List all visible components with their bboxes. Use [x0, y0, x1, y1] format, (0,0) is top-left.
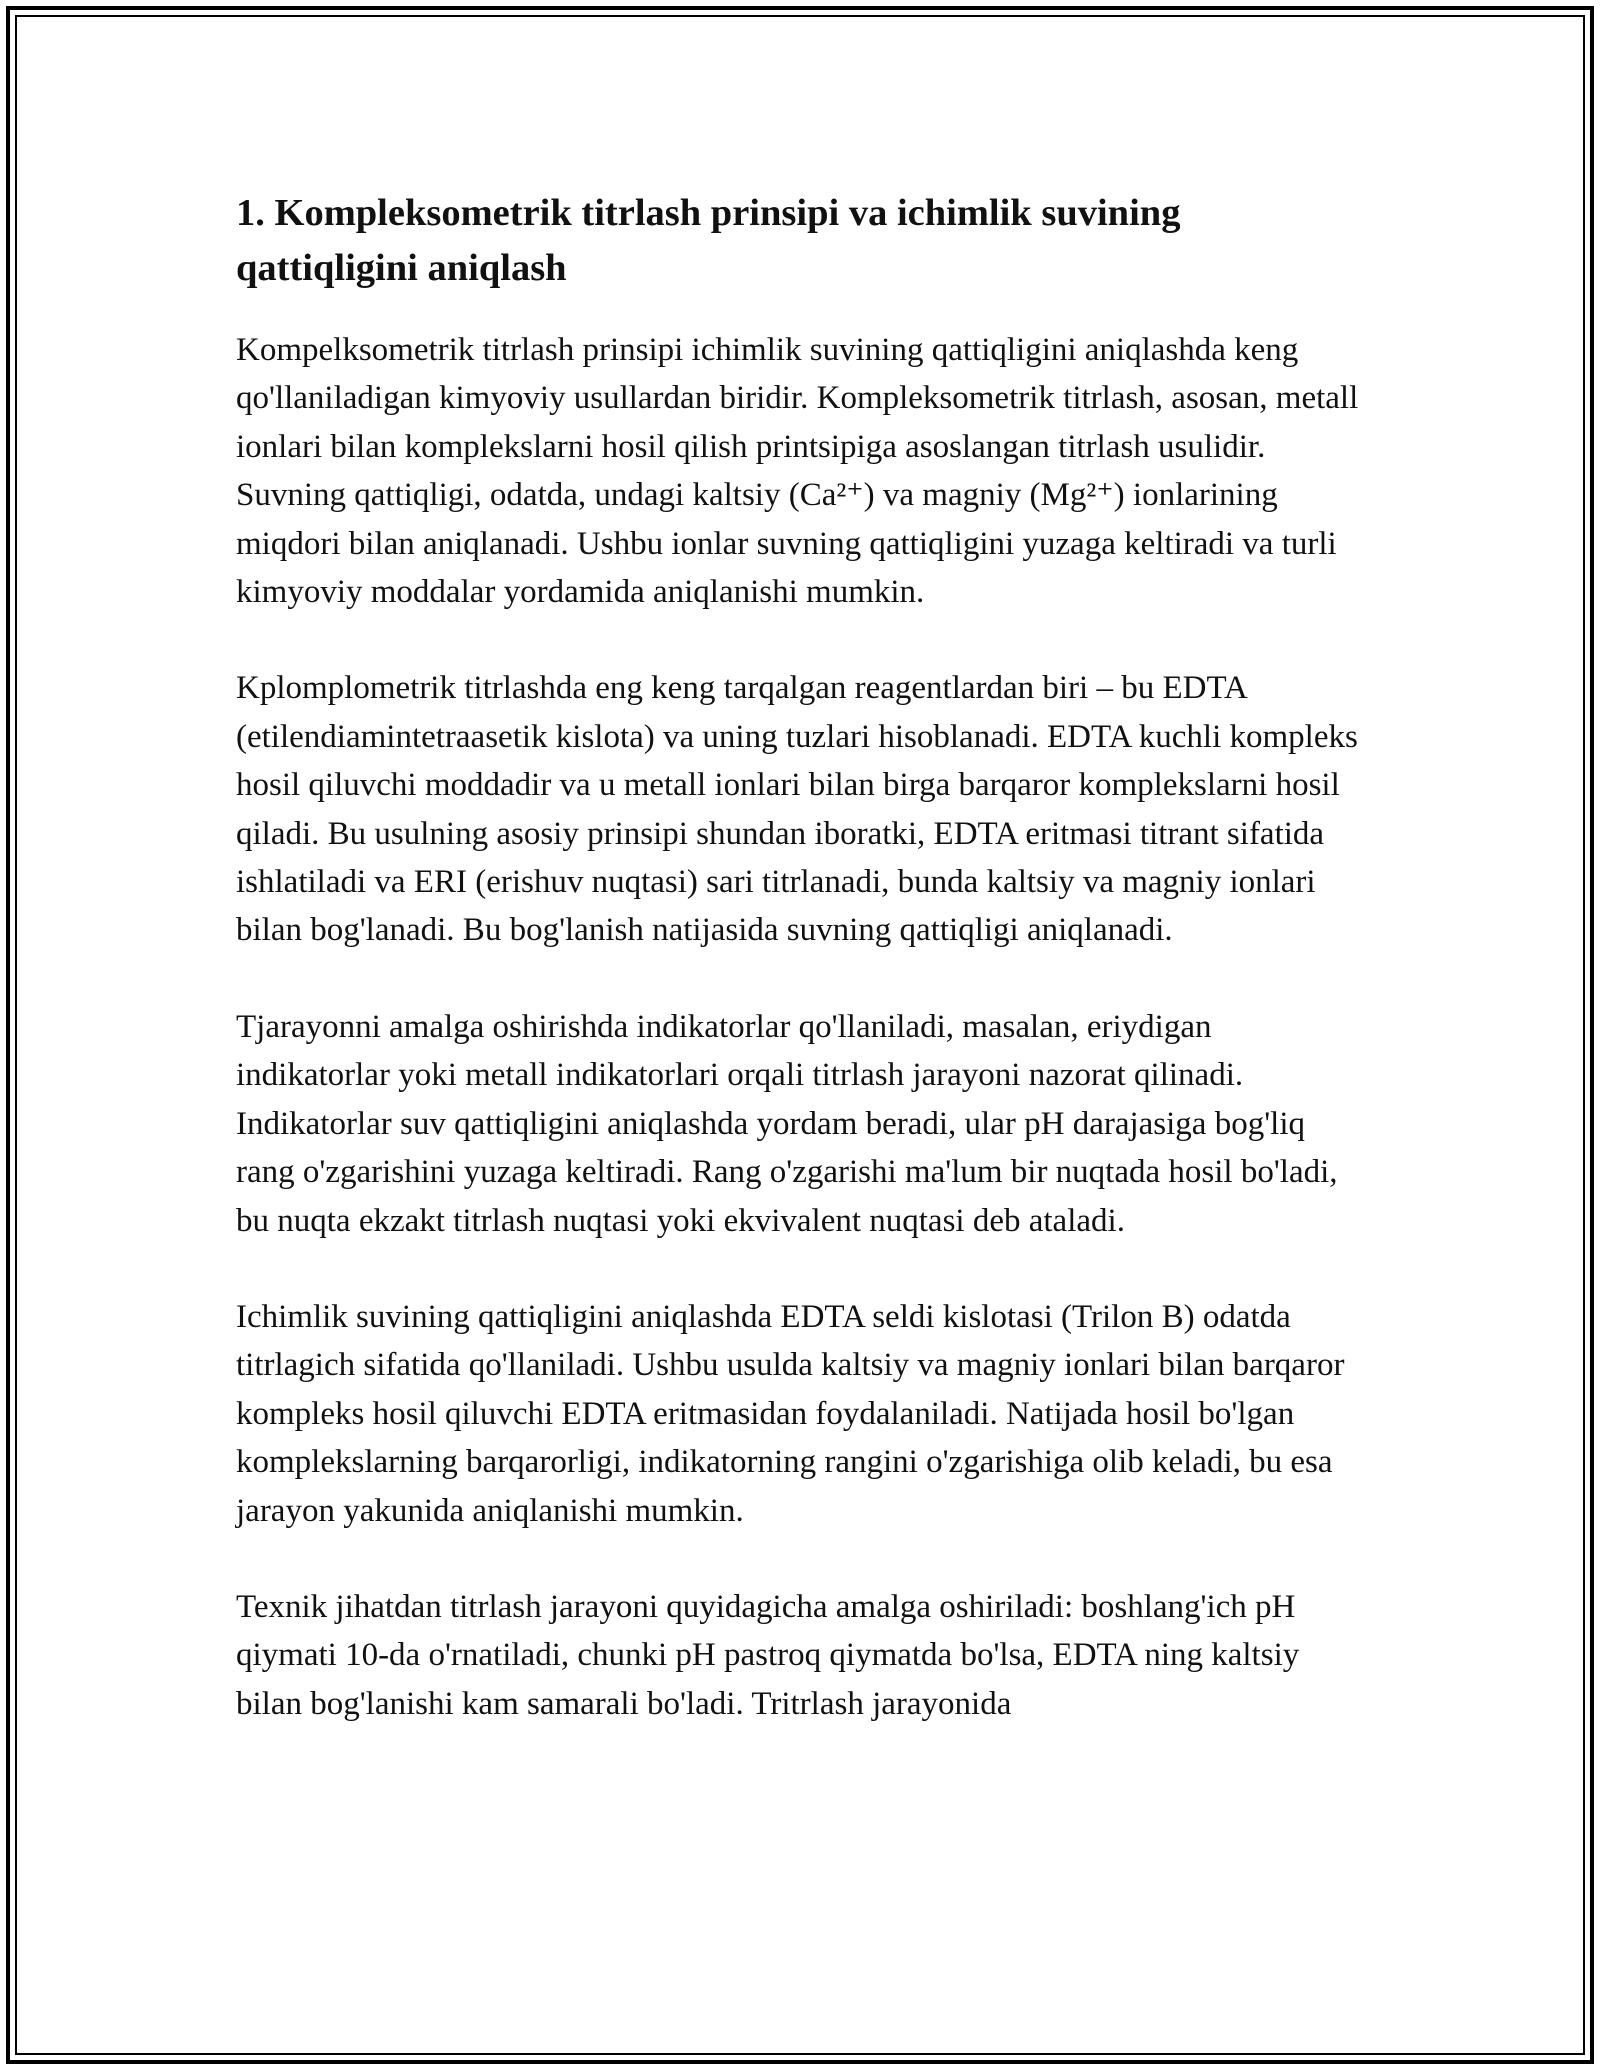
paragraph-5: Texnik jihatdan titrlash jarayoni quyidagicha amalga oshiriladi: boshlang'ich pH qiymati 10-da o'rnatiladi, chunki pH pastroq qiymatda bo'lsa, EDTA ning kaltsiy bilan bog'lanishi kam samarali bo'ladi. Tritrlash jarayonida	[236, 1588, 1300, 1722]
paragraph-1: Kompelksometrik titrlash prinsipi ichimlik suvining qattiqligini aniqlashda keng qo'llaniladigan kimyoviy usullardan biridir. Kompleksometrik titrlash, asosan, metall ionlari bilan komplekslarni hosil qilish printsipiga asoslangan titrlash usulidir. Suvning qattiqligi, odatda, undagi kaltsiy (Ca²⁺) va magniy (Mg²⁺) ionlarining miqdori bilan aniqlanadi. Ushbu ionlar suvning qattiqligini yuzaga keltiradi va turli kimyoviy moddalar yordamida aniqlanishi mumkin.	[236, 332, 1359, 611]
paragraph-3: Tjarayonni amalga oshirishda indikatorlar qo'llaniladi, masalan, eriydigan indikatorlar yoki metall indikatorlari orqali titrlash jarayoni nazorat qilinadi. Indikatorlar suv qattiqligini aniqlashda yordam beradi, ular pH darajasiga bog'liq rang o'zgarishini yuzaga keltiradi. Rang o'zgarishi ma'lum bir nuqtada hosil bo'ladi, bu nuqta ekzakt titrlash nuqtasi yoki ekvivalent nuqtasi deb ataladi.	[236, 1008, 1338, 1239]
paragraph-2: Kplomplometrik titrlashda eng keng tarqalgan reagentlardan biri – bu EDTA (etilendiamintetraasetik kislota) va uning tuzlari hisoblanadi. EDTA kuchli kompleks hosil qiluvchi moddadir va u metall ionlari bilan birga barqaror komplekslarni hosil qiladi. Bu usulning asosiy prinsipi shundan iboratki, EDTA eritmasi titrant sifatida ishlatiladi va ERI (erishuv nuqtasi) sari titrlanadi, bunda kaltsiy va magniy ionlari bilan bog'lanadi. Bu bog'lanish natijasida suvning qattiqligi aniqlanadi.	[236, 670, 1358, 949]
section-heading: 1. Kompleksometrik titrlash prinsipi va ichimlik suvining qattiqligini aniqlash	[236, 192, 1181, 289]
paragraph-4: Ichimlik suvining qattiqligini aniqlashda EDTA seldi kislotasi (Trilon B) odatda titrlagich sifatida qo'llaniladi. Ushbu usulda kaltsiy va magniy ionlari bilan barqaror kompleks hosil qiluvchi EDTA eritmasidan foydalaniladi. Natijada hosil bo'lgan komplekslarning barqarorligi, indikatorning rangini o'zgarishiga olib keladi, bu esa jarayon yakunida aniqlanishi mumkin.	[236, 1298, 1345, 1529]
document-body	[236, 186, 1366, 1776]
